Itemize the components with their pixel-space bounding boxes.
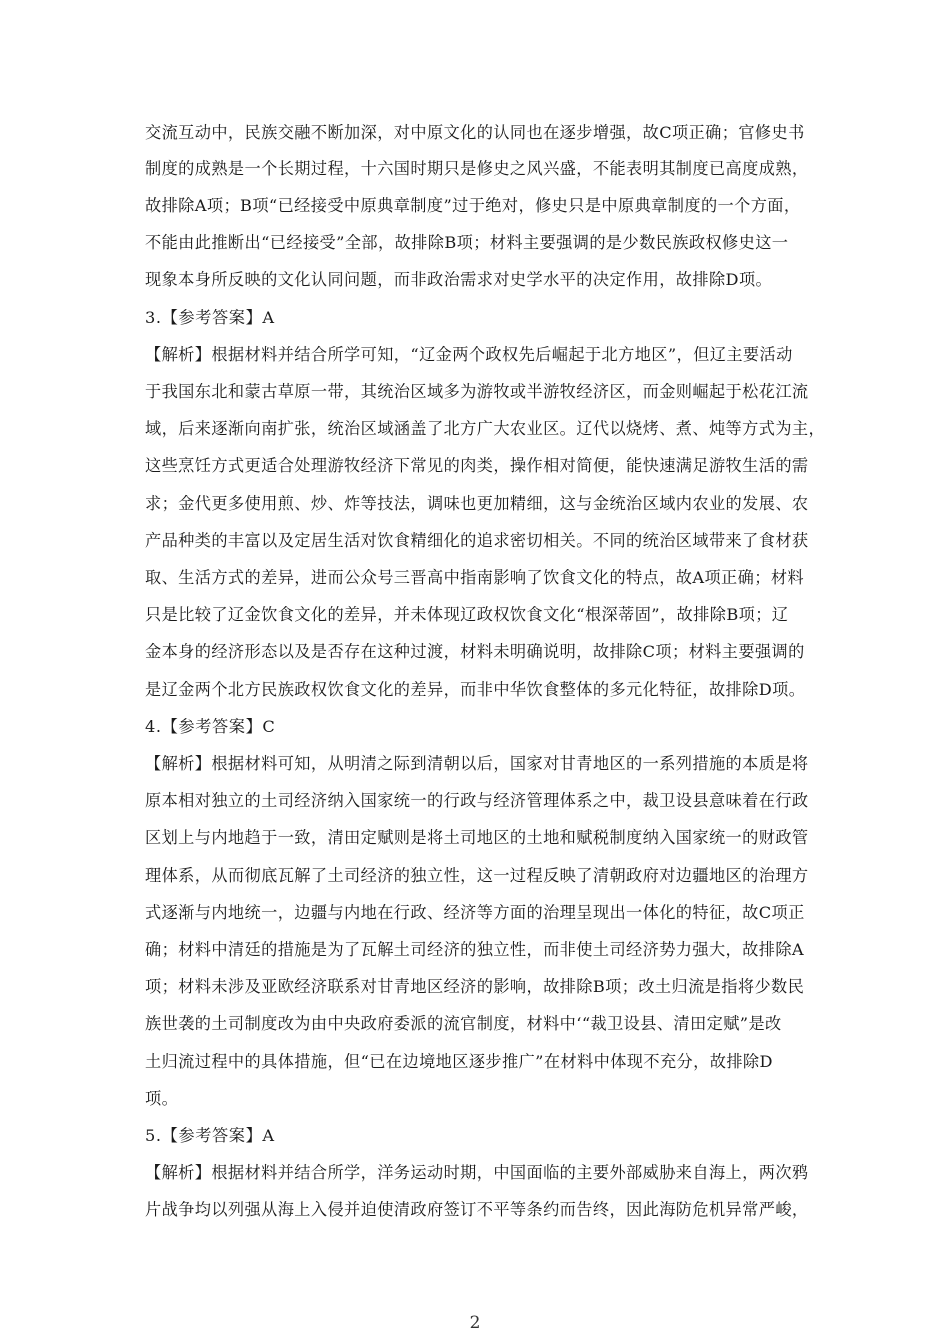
text-line: 土归流过程中的具体措施，但“已在边境地区逐步推广”在材料中体现不充分，故排除D: [145, 1052, 773, 1071]
text-line: 理体系，从而彻底瓦解了土司经济的独立性，这一过程反映了清朝政府对边疆地区的治理方: [145, 866, 809, 885]
text-line: 项；材料未涉及亚欧经济联系对甘青地区经济的影响，故排除B项；改土归流是指将少数民: [145, 977, 805, 996]
text-line: 于我国东北和蒙古草原一带，其统治区域多为游牧或半游牧经济区，而金则崛起于松花江流: [145, 382, 809, 401]
answer-heading: 3.【参考答案】A: [145, 308, 275, 327]
text-line: 【解析】根据材料并结合所学，洋务运动时期，中国面临的主要外部威胁来自海上，两次鸦: [145, 1163, 809, 1182]
text-line: 求；金代更多使用煎、炒、炸等技法，调味也更加精细，这与金统治区域内农业的发展、农: [145, 494, 809, 513]
text-line: 片战争均以列强从海上入侵并迫使清政府签订不平等条约而告终，因此海防危机异常严峻，: [145, 1200, 809, 1219]
text-line: 只是比较了辽金饮食文化的差异，并未体现辽政权饮食文化“根深蒂固”，故排除B项；辽: [145, 605, 789, 624]
answer-heading: 4.【参考答案】C: [145, 717, 276, 736]
text-line: 原本相对独立的土司经济纳入国家统一的行政与经济管理体系之中，裁卫设县意味着在行政: [145, 791, 809, 810]
text-line: 【解析】根据材料并结合所学可知，“辽金两个政权先后崛起于北方地区”，但辽主要活动: [145, 345, 793, 364]
text-line: 不能由此推断出“已经接受”全部，故排除B项；材料主要强调的是少数民族政权修史这一: [145, 233, 789, 252]
text-line: 确；材料中清廷的措施是为了瓦解土司经济的独立性，而非使土司经济势力强大，故排除A: [145, 940, 804, 959]
text-line: 族世袭的土司制度改为由中央政府委派的流官制度，材料中‘“裁卫设县、清田定赋”是改: [145, 1014, 782, 1033]
text-line: 故排除A项；B项“已经接受中原典章制度”过于绝对，修史只是中原典章制度的一个方面，: [145, 196, 801, 215]
text-line: 项。: [145, 1089, 179, 1108]
text-line: 产品种类的丰富以及定居生活对饮食精细化的追求密切相关。不同的统治区域带来了食材获: [145, 531, 809, 550]
text-line: 现象本身所反映的文化认同问题，而非政治需求对史学水平的决定作用，故排除D项。: [145, 270, 773, 289]
text-line: 金本身的经济形态以及是否存在这种过渡，材料未明确说明，故排除C项；材料主要强调的: [145, 642, 805, 661]
text-line: 交流互动中，民族交融不断加深，对中原文化的认同也在逐步增强，故C项正确；官修史书: [145, 123, 805, 142]
page-number: 2: [469, 1313, 481, 1333]
text-line: 式逐渐与内地统一，边疆与内地在行政、经济等方面的治理呈现出一体化的特征，故C项正: [145, 903, 805, 922]
answer-heading: 5.【参考答案】A: [145, 1126, 275, 1145]
text-line: 是辽金两个北方民族政权饮食文化的差异，而非中华饮食整体的多元化特征，故排除D项。: [145, 680, 806, 699]
text-line: 区划上与内地趋于一致，清田定赋则是将土司地区的土地和赋税制度纳入国家统一的财政管: [145, 828, 809, 847]
text-line: 制度的成熟是一个长期过程，十六国时期只是修史之风兴盛，不能表明其制度已高度成熟，: [145, 159, 809, 178]
text-line: 这些烹饪方式更适合处理游牧经济下常见的肉类，操作相对简便，能快速满足游牧生活的需: [145, 456, 809, 475]
text-line: 取、生活方式的差异，进而公众号三晋高中指南影响了饮食文化的特点，故A项正确；材料: [145, 568, 804, 587]
text-line: 域，后来逐渐向南扩张，统治区域涵盖了北方广大农业区。辽代以烧烤、煮、炖等方式为主，: [145, 419, 826, 438]
text-line: 【解析】根据材料可知，从明清之际到清朝以后，国家对甘青地区的一系列措施的本质是将: [145, 754, 809, 773]
